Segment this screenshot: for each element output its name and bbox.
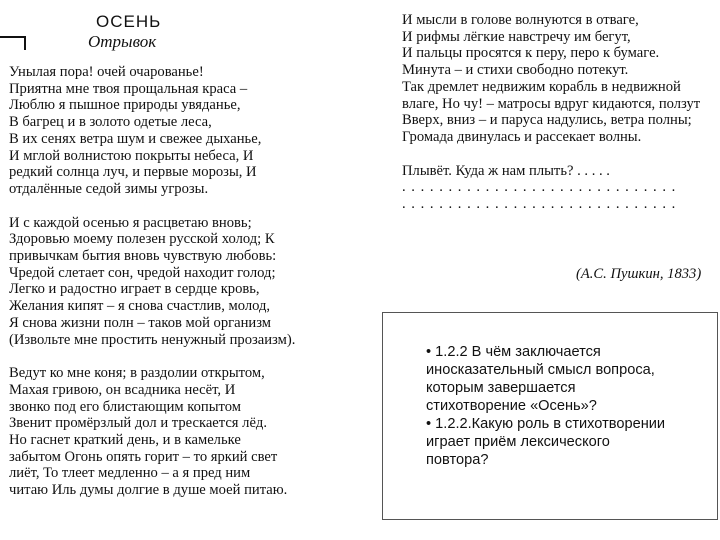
- corner-frame-mark: [0, 36, 26, 50]
- poem-line: И мглой волнистою покрыты небеса, И: [9, 147, 254, 164]
- poem-line: И мысли в голове волнуются в отваге,: [402, 12, 639, 28]
- poem-line: Здоровью моему полезен русской холод; К: [9, 231, 275, 248]
- poem-line: В их сенях ветра шум и свежее дыханье,: [9, 130, 262, 147]
- poem-line: Но гаснет краткий день, и в камельке: [9, 432, 241, 449]
- poem-line: И пальцы просятся к перу, перо к бумаге.: [402, 45, 660, 62]
- poem-line: Люблю я пышное природы увяданье,: [9, 97, 241, 114]
- poem-line: забытом Огонь опять горит – то яркий свет: [9, 448, 278, 465]
- ellipsis-line: . . . . . . . . . . . . . . . . . . . . . . . . . . . . . .: [402, 179, 677, 196]
- poem-line: Чредой слетает сон, чредой находит голод;: [9, 264, 276, 281]
- poem-line: И рифмы лёгкие навстречу им бегут,: [402, 28, 631, 45]
- poem-line: Я снова жизни полн – таков мой организм: [9, 314, 271, 331]
- poem-left-column: [9, 64, 381, 499]
- stanza-gap: [9, 198, 381, 215]
- poem-subtitle: Отрывок: [88, 32, 157, 51]
- questions-box: [382, 312, 718, 520]
- poem-line: Вверх, вниз – и паруса надулись, ветра полны;: [402, 112, 692, 129]
- poem-right-column: [402, 12, 720, 213]
- poem-line: И с каждой осенью я расцветаю вновь;: [9, 214, 252, 231]
- poem-attribution: (А.С. Пушкин, 1833): [576, 266, 702, 282]
- poem-line: Плывёт. Куда ж нам плыть? . . . . .: [402, 162, 610, 179]
- poem-line: Так дремлет недвижим корабль в недвижной: [402, 78, 681, 95]
- ellipsis-line: . . . . . . . . . . . . . . . . . . . . . . . . . . . . . .: [402, 196, 677, 213]
- stanza-gap: [9, 348, 381, 365]
- poem-line: Громада двинулась и рассекает волны.: [402, 128, 642, 145]
- poem-line: Махая гривою, он всадника несёт, И: [9, 381, 236, 398]
- poem-line: влаге, Но чу! – матросы вдруг кидаются, ползут: [402, 95, 701, 112]
- poem-line: В багрец и в золото одетые леса,: [9, 114, 212, 131]
- poem-line: Ведут ко мне коня; в раздолии открытом,: [9, 365, 265, 382]
- poem-line: Желания кипят – я снова счастлив, молод,: [9, 298, 271, 315]
- poem-line: читаю Иль думы долгие в душе моей питаю.: [9, 482, 288, 499]
- question-1: • 1.2.2 В чём заключается иносказательный смысл вопроса, которым завершается стихотворение «Осень»?: [426, 344, 655, 414]
- poem-line: Легко и радостно играет в сердце кровь,: [9, 281, 260, 298]
- poem-line: Приятна мне твоя прощальная краса –: [9, 80, 248, 97]
- poem-line: Минута – и стихи свободно потекут.: [402, 62, 629, 79]
- page-bottom-edge: [0, 522, 720, 540]
- poem-line: редкий солнца луч, и первые морозы, И: [9, 164, 257, 181]
- poem-line: Звенит промёрзлый дол и трескается лёд.: [9, 415, 268, 432]
- poem-line: отдалённые седой зимы угрозы.: [9, 180, 209, 197]
- poem-line: Унылая пора! очей очарованье!: [9, 64, 204, 80]
- poem-line: лиёт, То тлеет медленно – а я пред ним: [9, 465, 251, 482]
- question-2: • 1.2.2.Какую роль в стихотворении играет приём лексического повтора?: [426, 416, 666, 468]
- poem-line: (Извольте мне простить ненужный прозаизм).: [9, 331, 296, 348]
- questions-text: [426, 343, 676, 469]
- poem-line: привычкам бытия вновь чувствую любовь:: [9, 248, 277, 265]
- stanza-gap: [402, 146, 720, 163]
- poem-line: звонко под его блистающим копытом: [9, 398, 241, 415]
- poem-title: ОСЕНЬ: [96, 12, 162, 31]
